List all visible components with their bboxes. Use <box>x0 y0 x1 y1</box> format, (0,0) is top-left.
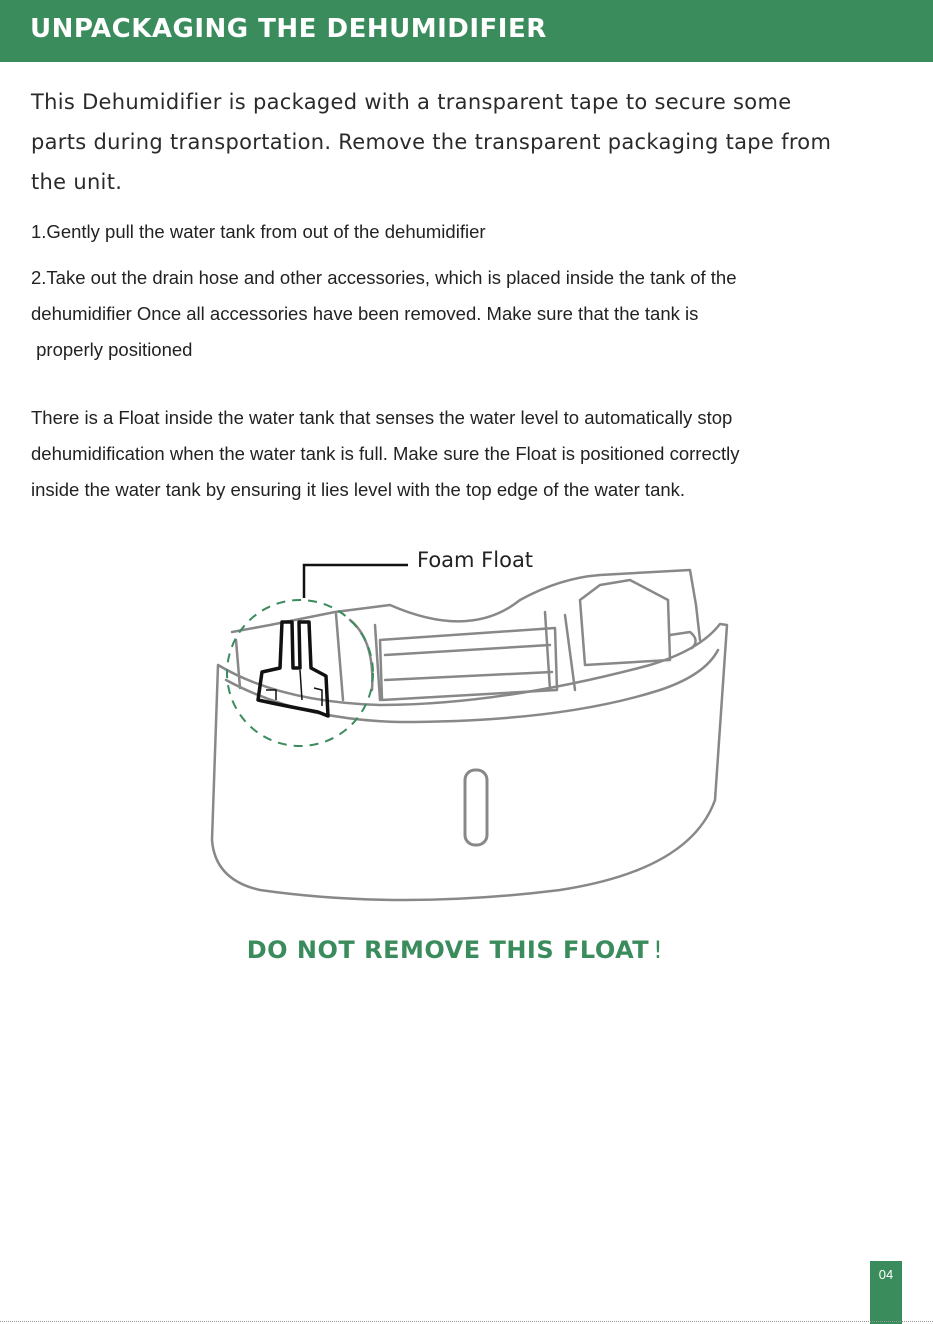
tank-body <box>212 624 727 900</box>
intro-line: parts during transportation. Remove the transparent packaging tape from <box>31 130 832 154</box>
step-2 <box>31 260 891 368</box>
warning-message: DO NOT REMOVE THIS FLOAT <box>246 936 650 964</box>
page-header <box>0 0 933 62</box>
warning-exclamation: ! <box>653 936 664 964</box>
step-2-line: dehumidifier Once all accessories have been removed. Make sure that the tank is <box>31 303 699 324</box>
callout-leader-line <box>304 565 408 598</box>
intro-line: the unit. <box>31 170 123 194</box>
intro-paragraph <box>31 82 851 202</box>
float-explanation <box>31 400 891 508</box>
page-title: UNPACKAGING THE DEHUMIDIFIER <box>30 14 547 44</box>
intro-line: This Dehumidifier is packaged with a transparent tape to secure some <box>31 90 792 114</box>
water-tank-illustration <box>195 540 740 910</box>
foam-float-shape <box>258 622 328 716</box>
step-1: 1.Gently pull the water tank from out of the dehumidifier <box>31 221 486 242</box>
bottom-divider <box>0 1321 933 1322</box>
warning-text <box>0 936 910 964</box>
float-explanation-line: There is a Float inside the water tank that senses the water level to automatically stop <box>31 407 733 428</box>
float-explanation-line: inside the water tank by ensuring it lies level with the top edge of the water tank. <box>31 479 686 500</box>
step-2-line: 2.Take out the drain hose and other accessories, which is placed inside the tank of the <box>31 267 737 288</box>
step-2-line: properly positioned <box>31 339 193 360</box>
page-number: 04 <box>870 1261 902 1324</box>
foam-float-label: Foam Float <box>417 548 534 572</box>
float-explanation-line: dehumidification when the water tank is full. Make sure the Float is positioned correctly <box>31 443 740 464</box>
